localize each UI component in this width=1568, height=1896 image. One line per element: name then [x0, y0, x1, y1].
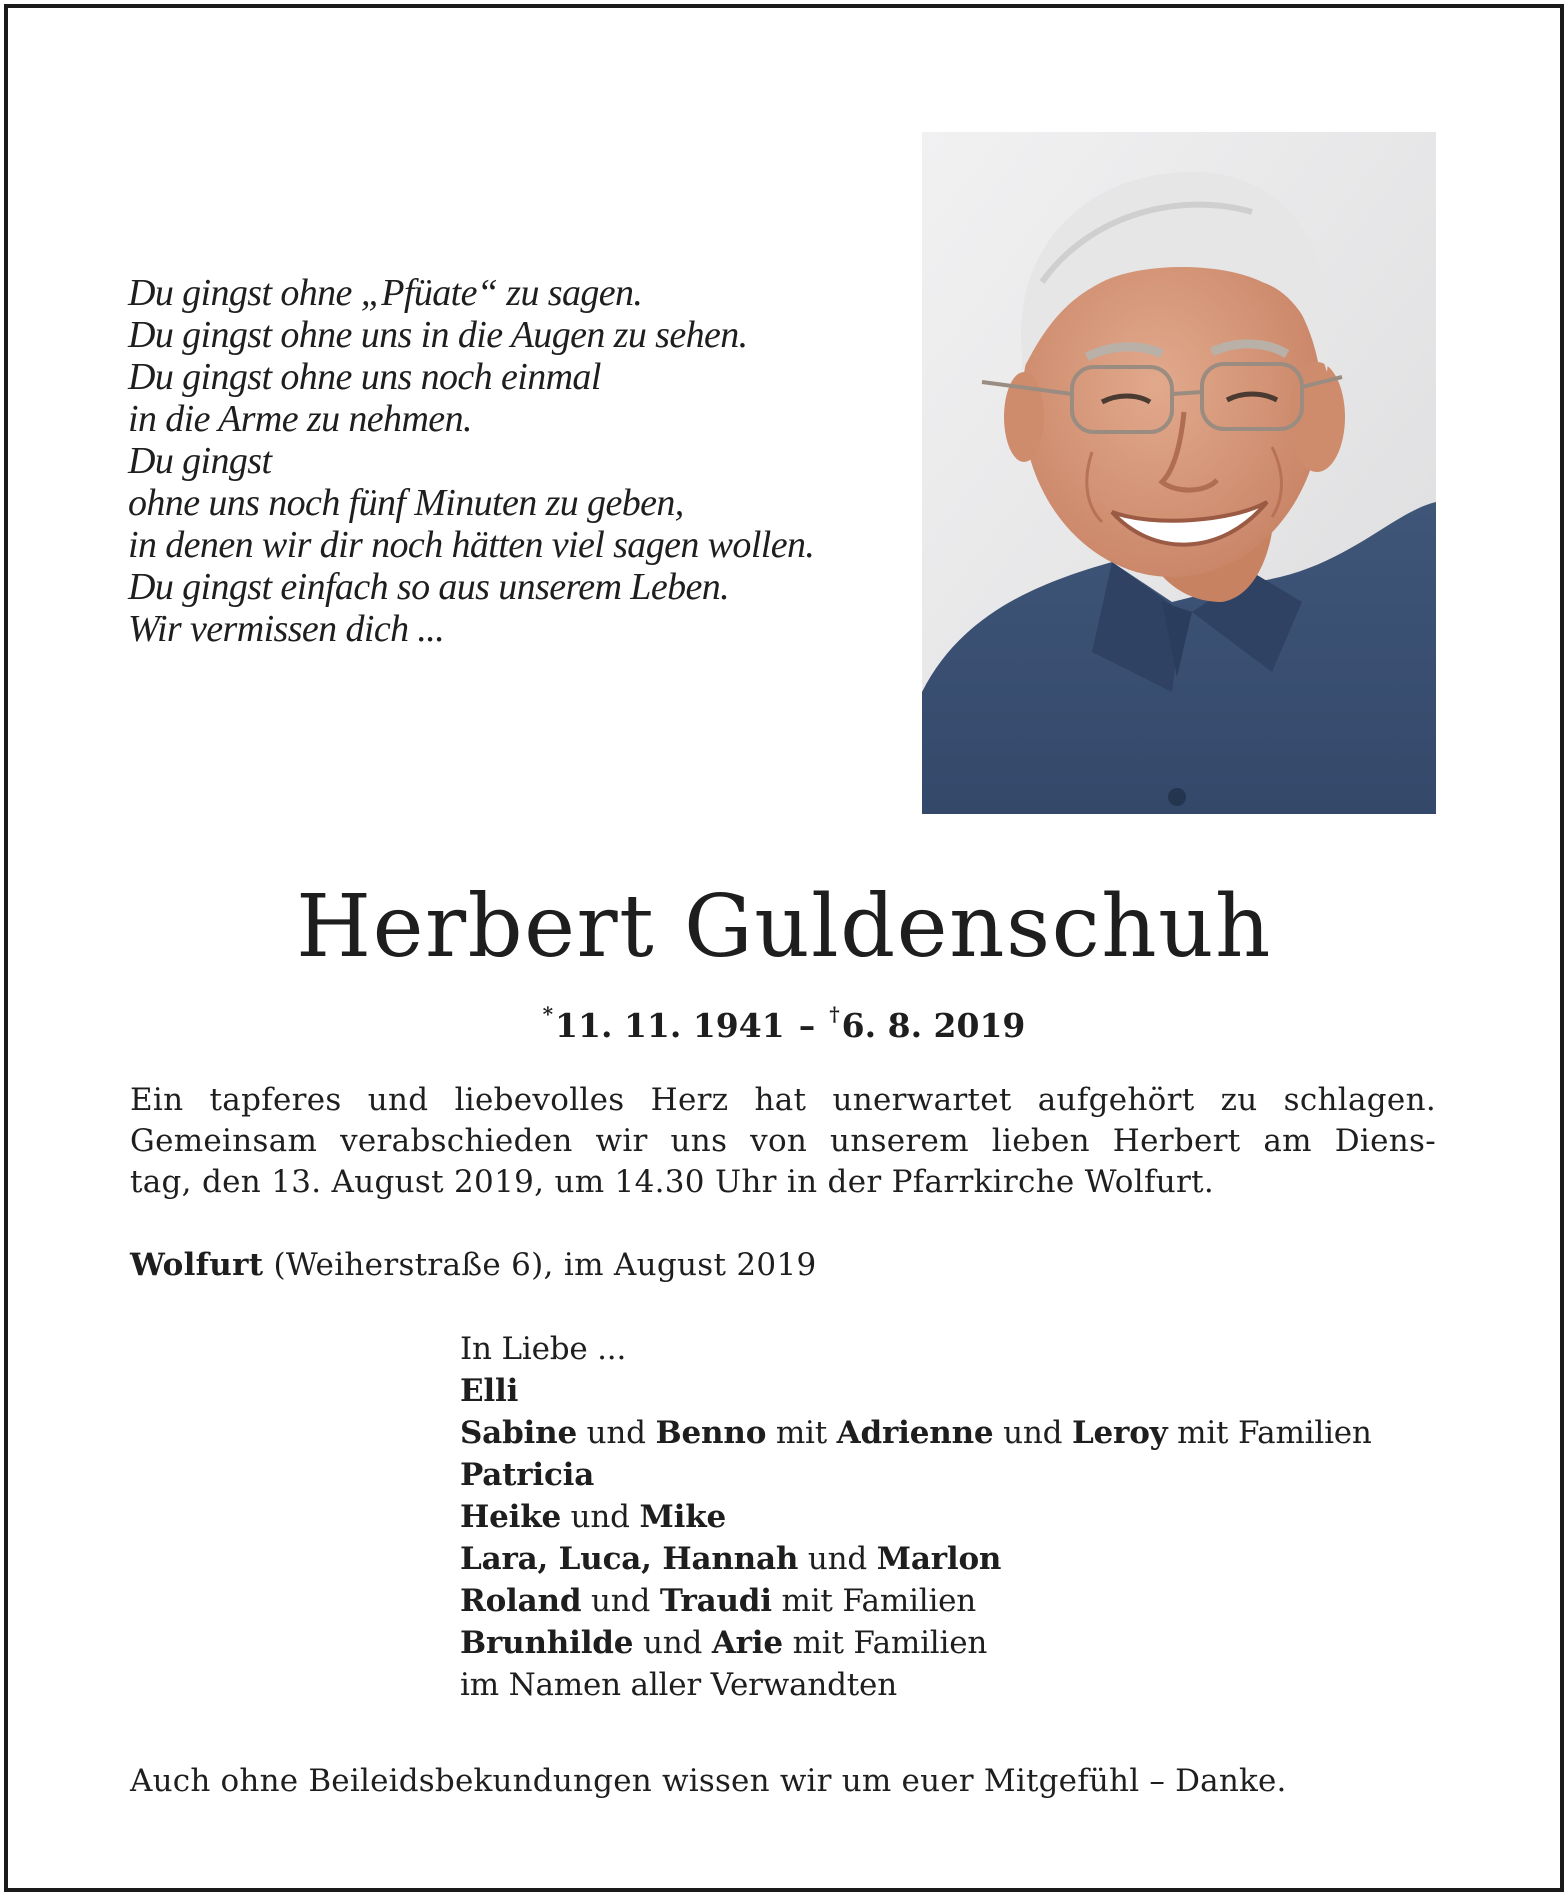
place-detail: (Weiherstraße 6), im August 2019 — [273, 1247, 817, 1283]
funeral-announcement — [130, 1080, 1436, 1203]
child-partner-name: Benno — [655, 1415, 767, 1451]
poem-line: in die Arme zu nehmen. — [128, 398, 472, 440]
sibling-name: Roland — [460, 1583, 582, 1619]
date-separator: – — [798, 1006, 816, 1045]
grandchild-names: Lara, Luca, Hannah — [460, 1541, 799, 1577]
poem-line: Wir vermissen dich ... — [128, 608, 445, 650]
death-symbol: † — [829, 1002, 840, 1026]
relatives-note: im Namen aller Verwandten — [460, 1667, 897, 1703]
with-families: mit Familien — [781, 1583, 977, 1619]
child-name: Heike — [460, 1499, 561, 1535]
poem — [128, 272, 868, 650]
sibling-partner-name: Arie — [711, 1625, 783, 1661]
conjunction: und — [590, 1583, 651, 1619]
town: Wolfurt — [130, 1247, 264, 1283]
conjunction: und — [586, 1415, 646, 1451]
spouse-name: Elli — [460, 1373, 519, 1409]
sibling-partner-name: Traudi — [659, 1583, 772, 1619]
family-intro: In Liebe ... — [460, 1331, 627, 1367]
place-and-date — [130, 1244, 817, 1286]
child-name: Patricia — [460, 1457, 595, 1493]
conjunction: und — [642, 1625, 703, 1661]
announcement-line: Ein tapferes und liebevolles Herz hat unerwartet aufgehört zu schlagen. — [130, 1082, 1436, 1118]
deceased-name: Herbert Guldenschuh — [296, 877, 1272, 977]
poem-line: Du gingst ohne „Pfüate“ zu sagen. — [128, 272, 643, 314]
conjunction: und — [570, 1499, 630, 1535]
life-dates — [0, 992, 1568, 1048]
conjunction: und — [1003, 1415, 1063, 1451]
announcement-line: tag, den 13. August 2019, um 14.30 Uhr in der Pfarrkirche Wolfurt. — [130, 1164, 1215, 1200]
announcement-line: Gemeinsam verabschieden wir uns von unserem lieben Herbert am Diens- — [130, 1123, 1436, 1159]
closing-note: Auch ohne Beileidsbekundungen wissen wir um euer Mitgefühl – Danke. — [130, 1763, 1287, 1799]
poem-line: Du gingst — [128, 440, 272, 482]
conjunction: mit — [775, 1415, 828, 1451]
child-name: Adrienne — [836, 1415, 994, 1451]
grandchild-name: Marlon — [876, 1541, 1002, 1577]
sibling-name: Brunhilde — [460, 1625, 634, 1661]
with-families: mit Familien — [1177, 1415, 1372, 1451]
poem-line: Du gingst einfach so aus unserem Leben. — [128, 566, 730, 608]
conjunction: und — [807, 1541, 868, 1577]
child-partner-name: Mike — [639, 1499, 726, 1535]
poem-line: Du gingst ohne uns noch einmal — [128, 356, 601, 398]
poem-line: in denen wir dir noch hätten viel sagen wollen. — [128, 524, 815, 566]
birth-symbol: * — [542, 1002, 554, 1026]
child-partner-name: Leroy — [1071, 1415, 1168, 1451]
poem-line: ohne uns noch fünf Minuten zu geben, — [128, 482, 684, 524]
portrait-photo — [922, 132, 1436, 814]
death-date: 6. 8. 2019 — [841, 1006, 1026, 1045]
with-families: mit Familien — [792, 1625, 988, 1661]
poem-line: Du gingst ohne uns in die Augen zu sehen. — [128, 314, 748, 356]
child-name: Sabine — [460, 1415, 577, 1451]
birth-date: 11. 11. 1941 — [555, 1006, 785, 1045]
